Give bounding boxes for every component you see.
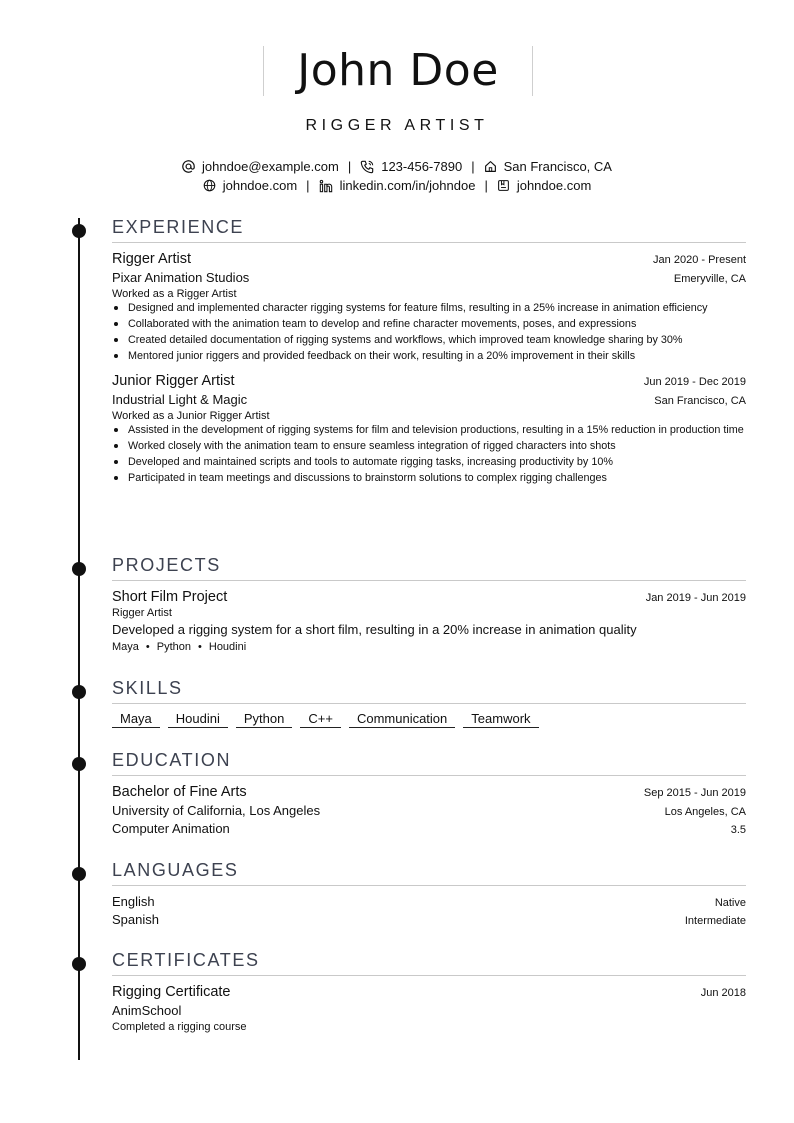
section-heading: EDUCATION: [112, 748, 746, 776]
date-range: Jun 2019 - Dec 2019: [643, 376, 746, 388]
full-name: John Doe: [297, 45, 499, 96]
project-name: Short Film Project: [112, 589, 228, 605]
timeline-dot-skills: [72, 685, 86, 699]
section-heading: PROJECTS: [112, 553, 746, 581]
timeline-dot-certificates: [72, 957, 86, 971]
gpa-score: 3.5: [730, 824, 746, 836]
linkedin-icon: [319, 179, 333, 193]
home-icon: [484, 160, 497, 173]
location-text: San Francisco, CA: [503, 159, 612, 174]
skill-tag: Teamwork: [463, 711, 538, 728]
email-text: johndoe@example.com: [202, 159, 339, 174]
company-name: Pixar Animation Studios: [112, 270, 250, 285]
timeline-dot-experience: [72, 224, 86, 238]
languages-section: [112, 858, 746, 927]
role-title: Rigger Artist: [112, 251, 191, 267]
phone-text: 123-456-7890: [381, 159, 463, 174]
certificate-entry: [112, 984, 746, 1033]
role-title: Junior Rigger Artist: [112, 373, 235, 389]
bullet-list: [112, 424, 746, 484]
projects-section: [112, 553, 746, 653]
contact-email[interactable]: [182, 159, 339, 174]
certificate-issuer: AnimSchool: [112, 1003, 182, 1018]
date-range: Sep 2015 - Jun 2019: [643, 787, 746, 799]
timeline-line: [78, 218, 80, 1060]
section-heading: CERTIFICATES: [112, 948, 746, 976]
bullet-item: Collaborated with the animation team to develop and refine character movements, poses, and expressions: [128, 318, 746, 330]
contact-portfolio[interactable]: [497, 178, 591, 193]
contact-row-primary: [0, 159, 794, 174]
experience-entry: [112, 251, 746, 362]
timeline-dot-projects: [72, 562, 86, 576]
language-level: Intermediate: [684, 915, 746, 927]
keyword: Python: [156, 641, 192, 653]
project-description: Developed a rigging system for a short film, resulting in a 20% increase in animation quality: [112, 622, 637, 637]
linkedin-text: linkedin.com/in/johndoe: [339, 178, 476, 193]
skill-tags: [112, 711, 746, 728]
section-heading: LANGUAGES: [112, 858, 746, 886]
keyword: Maya: [112, 641, 139, 653]
phone-icon: [360, 160, 374, 174]
portfolio-icon: [497, 179, 510, 192]
contact-website[interactable]: [203, 178, 297, 193]
separator: |: [471, 159, 475, 174]
separator: |: [484, 178, 488, 193]
separator: |: [306, 178, 310, 193]
skill-tag: Python: [236, 711, 292, 728]
website-text: johndoe.com: [222, 178, 298, 193]
section-heading: EXPERIENCE: [112, 215, 746, 243]
language-row: [112, 894, 746, 909]
language-name: English: [112, 894, 155, 909]
skill-tag: Communication: [349, 711, 455, 728]
experience-entry: [112, 373, 746, 484]
section-heading: SKILLS: [112, 676, 746, 704]
skill-tag: Houdini: [168, 711, 228, 728]
name-block: [263, 46, 533, 96]
education-entry: [112, 784, 746, 836]
contact-phone[interactable]: [360, 159, 462, 174]
keyword: Houdini: [208, 641, 247, 653]
certificate-date: Jun 2018: [700, 987, 746, 999]
bullet-item: Created detailed documentation of rigging systems and workflows, which improved team knowledge sharing by 30%: [128, 334, 746, 346]
job-title: RIGGER ARTIST: [305, 117, 489, 134]
language-name: Spanish: [112, 912, 159, 927]
bullet-item: Designed and implemented character rigging systems for feature films, resulting in a 25% increase in animation efficiency: [128, 302, 746, 314]
role-summary: Worked as a Junior Rigger Artist: [112, 410, 270, 422]
date-range: Jan 2019 - Jun 2019: [645, 592, 746, 604]
contact-linkedin[interactable]: [319, 178, 476, 193]
language-row: [112, 912, 746, 927]
role-summary: Worked as a Rigger Artist: [112, 288, 237, 300]
globe-icon: [203, 179, 216, 192]
date-range: Jan 2020 - Present: [653, 254, 746, 266]
school-name: University of California, Los Angeles: [112, 803, 321, 818]
skills-section: [112, 676, 746, 728]
certificate-name: Rigging Certificate: [112, 984, 231, 1000]
school-location: Los Angeles, CA: [664, 806, 746, 818]
at-icon: [182, 160, 195, 173]
bullet-item: Mentored junior riggers and provided feedback on their work, resulting in a 20% improvement in their skills: [128, 350, 746, 362]
degree: Bachelor of Fine Arts: [112, 784, 247, 800]
timeline-dot-education: [72, 757, 86, 771]
bullet-list: [112, 302, 746, 362]
language-level: Native: [714, 897, 746, 909]
project-role: Rigger Artist: [112, 607, 172, 619]
company-location: Emeryville, CA: [673, 273, 746, 285]
bullet-item: Developed and maintained scripts and tools to automate rigging tasks, increasing productivity by 10%: [128, 456, 746, 468]
contact-row-secondary: [0, 178, 794, 193]
contact-location: [484, 159, 612, 174]
timeline-dot-languages: [72, 867, 86, 881]
company-name: Industrial Light & Magic: [112, 392, 248, 407]
skill-tag: Maya: [112, 711, 160, 728]
separator: |: [347, 159, 352, 174]
keyword-separator: •: [145, 641, 150, 653]
certificate-summary: Completed a rigging course: [112, 1021, 247, 1033]
portfolio-text: johndoe.com: [516, 178, 592, 193]
project-keywords: [112, 641, 746, 653]
bullet-item: Worked closely with the animation team to ensure seamless integration of rigged characters into shots: [128, 440, 746, 452]
company-location: San Francisco, CA: [654, 395, 746, 407]
skill-tag: C++: [300, 711, 341, 728]
certificates-section: [112, 948, 746, 1033]
field-of-study: Computer Animation: [112, 821, 230, 836]
keyword-separator: •: [198, 641, 202, 653]
experience-section: [112, 215, 746, 488]
bullet-item: Participated in team meetings and discussions to brainstorm solutions to complex rigging challenges: [128, 472, 746, 484]
education-section: [112, 748, 746, 836]
project-entry: [112, 589, 746, 653]
bullet-item: Assisted in the development of rigging systems for film and television productions, resulting in a 15% reduction in production time: [128, 424, 746, 436]
